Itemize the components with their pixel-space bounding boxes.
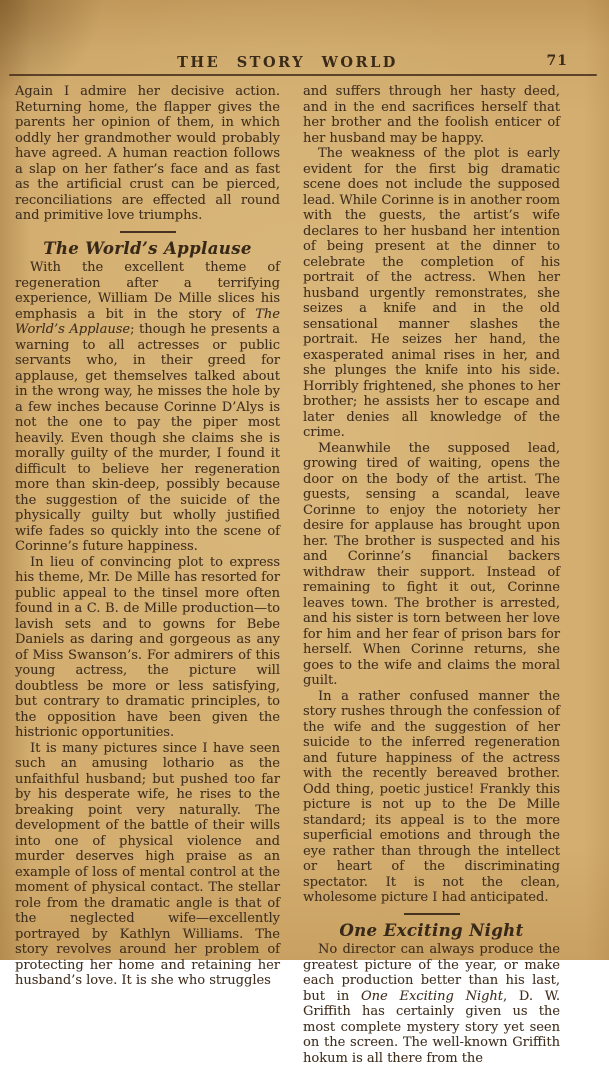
paragraph-text: No director can always produce the greatest picture of the year, or make each production better than his last, but in — [303, 942, 560, 1004]
running-title: THE STORY WORLD — [177, 54, 398, 71]
paragraph: The weakness of the plot is early evident for the first big dramatic scene does not include the supposed lead. While Corinne is in another room with the guests, the artist’s wife declares to her husband her intention of being present at the dinner to celebrate the completion of his portrait of the actress. When her husband urgently remonstrates, she seizes a knife and in the old sensational manner slashes the portrait. He seizes her hand, the exasperated animal rises in her, and she plunges the knife into his side. Horribly frightened, she phones to her brother; he assists her to escape and later denies all knowledge of the crime. — [303, 146, 560, 440]
left-column — [15, 84, 280, 1066]
section-divider — [303, 906, 560, 920]
paragraph — [303, 942, 560, 1066]
paragraph: and suffers through her hasty deed, and in the end sacrifices herself that her brother and the foolish enticer of her husband may be happy. — [303, 84, 560, 146]
paragraph: It is many pictures since I have seen such an amusing lothario as the unfaithful husband; but pushed too far by his desperate wife, he rises to the breaking point very naturally. The development of the battle of their wills into one of physical violence and murder deserves high praise as an example of loss of mental control at the moment of physical contact. The stellar role from the dramatic angle is that of the neglected wife—excellently portrayed by Kathlyn Williams. The story revolves around her problem of protecting her home and retaining her husband’s love. It is she who struggles — [15, 740, 280, 988]
header-rule — [9, 74, 597, 76]
section-heading-worlds-applause: The World’s Applause — [43, 238, 252, 258]
section-divider — [15, 224, 280, 238]
type-area — [15, 52, 568, 1066]
paragraph-text: With the excellent theme of regeneration after a terrifying experience, William De Mille slices his emphasis a bit in the story of — [15, 260, 280, 322]
paragraph: In a rather confused manner the story rushes through the confession of the wife and the suggestion of her suicide to the inferred regeneration and future happiness of the actress with the recently bereaved brother. Odd thing, poetic justice! Frankly this picture is not up to the De Mille standard; its appeal is to the more superficial emotions and through the eye rather than through the intellect or heart of the discriminating spectator. It is not the clean, wholesome picture I had anticipated. — [303, 688, 560, 905]
paragraph: In lieu of convincing plot to express his theme, Mr. De Mille has resorted for public appeal to the tinsel more often found in a C. B. de Mille production—to lavish sets and to gowns for Bebe Daniels as daring and gorgeous as any of Miss Swanson’s. For admirers of this young actress, the picture will doubtless be more or less satisfying, but contrary to dramatic principles, to the opposition have been given the histrionic opportunities. — [15, 554, 280, 740]
text-columns — [15, 84, 560, 1066]
paragraph-text: , D. W. Griffith has certainly given us the most complete mystery story yet seen on the screen. The well-known Griffith hokum is all there from the — [303, 988, 561, 1066]
paragraph: Again I admire her decisive action. Returning home, the flapper gives the parents her opinion of them, in which oddly her grandmother would probably have agreed. A human reaction follows a slap on her father’s face and as fast as the artificial crust can be pierced, reconciliations are effected all round and primitive love triumphs. — [15, 84, 280, 223]
page-number: 71 — [546, 53, 568, 69]
paragraph — [15, 260, 280, 555]
film-title-italic: One Exciting Night — [360, 988, 504, 1004]
paragraph: Meanwhile the supposed lead, growing tired of waiting, opens the door on the body of the artist. The guests, sensing a scandal, leave Corinne to enjoy the notoriety her desire for applause has brought upon her. The brother is suspected and his and Corinne’s financial backers withdraw their support. Instead of remaining to fight it out, Corinne leaves town. The brother is arrested, and his sister is torn between her love for him and her fear of prison bars for herself. When Corinne returns, she goes to the wife and claims the moral guilt. — [303, 440, 560, 688]
divider-rule — [404, 913, 460, 915]
section-heading-one-exciting-night: One Exciting Night — [339, 920, 524, 940]
paragraph-text: ; though he presents a warning to all actresses or public servants who, in their greed for applause, get themselves talked about in the wrong way, he misses the hole by a few inches because Corinne D’Alys is not the one to pay the piper most heavily. Even though she claims she is morally guilty of the murder, I found it difficult to believe her regeneration more than skin-deep, possibly because the suggestion of the suicide of the physically guilty but wholly justified wife fades so quickly into the scene of Corinne’s future happiness. — [15, 322, 280, 554]
right-column — [303, 84, 560, 1066]
film-title-italic: The World’s Applause — [15, 306, 280, 337]
divider-rule — [120, 231, 176, 233]
page-header — [15, 52, 568, 71]
